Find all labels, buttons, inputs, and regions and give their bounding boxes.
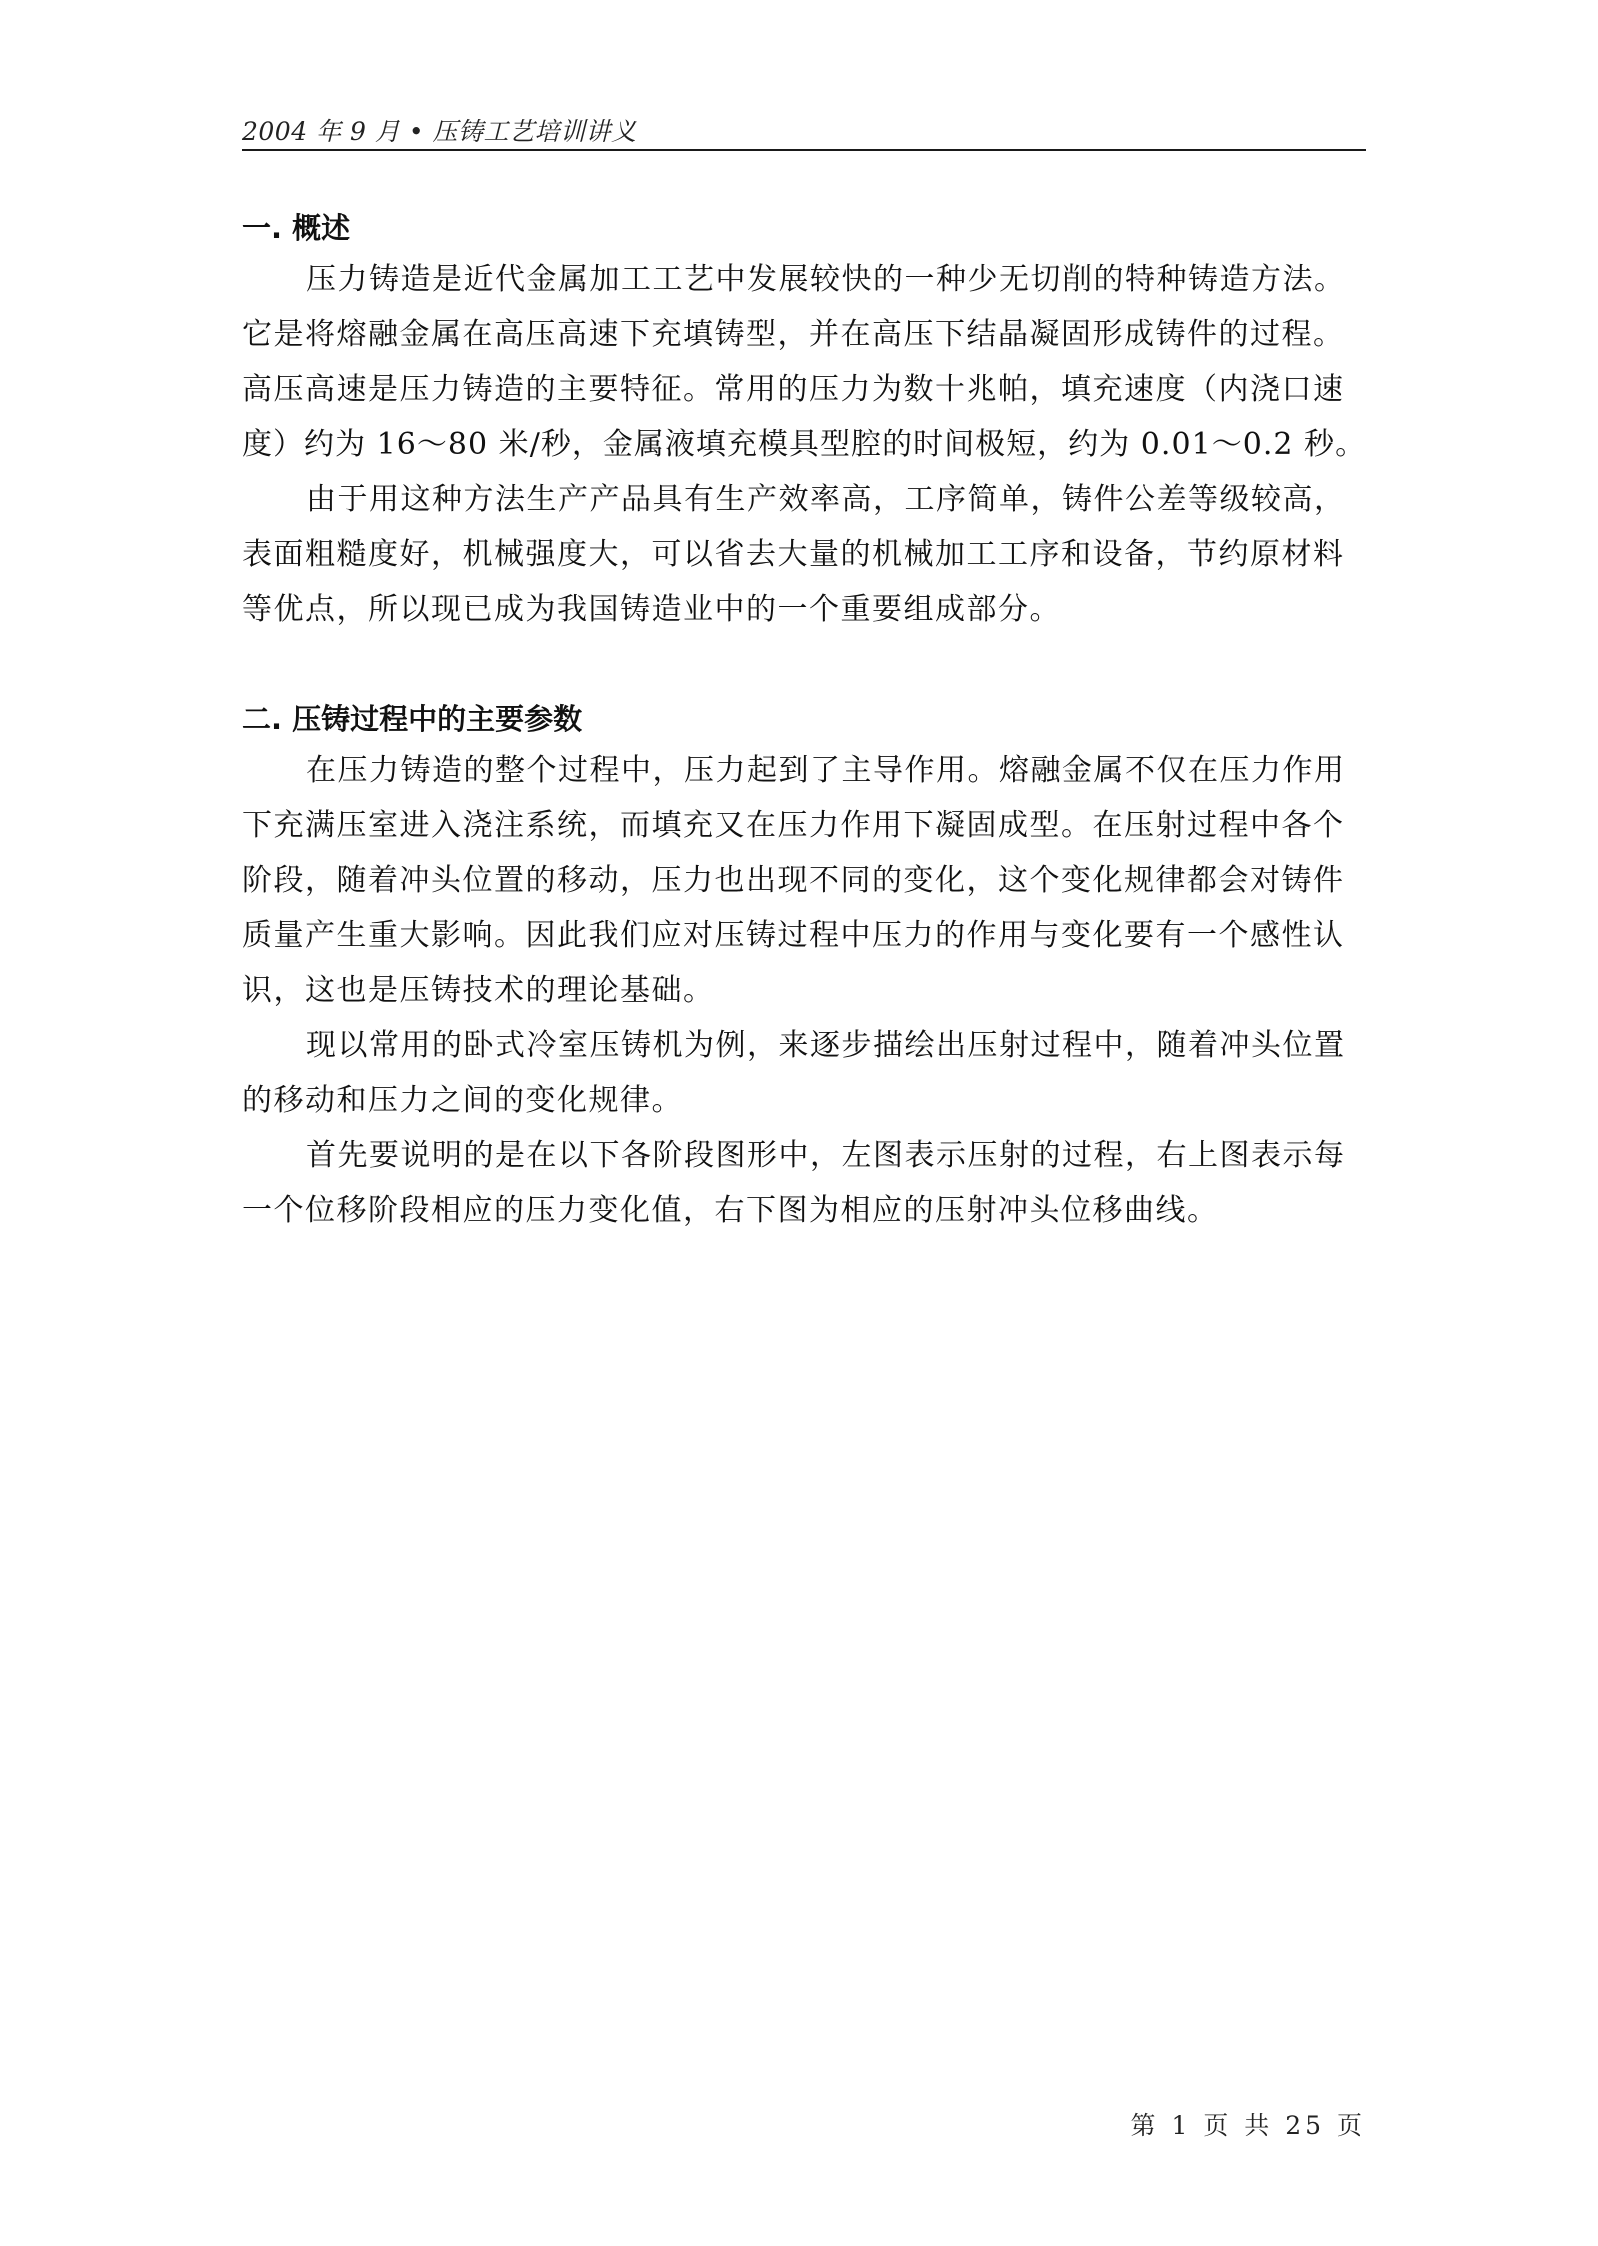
- header-rule: [242, 149, 1366, 151]
- section-spacer: [242, 637, 1366, 695]
- paragraph: [242, 252, 1366, 472]
- running-header: 2004 年 9 月 • 压铸工艺培训讲义: [242, 117, 637, 146]
- paragraph-line: 高压高速是压力铸造的主要特征。常用的压力为数十兆帕，填充速度（内浇口速: [242, 372, 1345, 407]
- paragraph-line: 一个位移阶段相应的压力变化值，右下图为相应的压射冲头位移曲线。: [242, 1193, 1219, 1228]
- paragraph-line: 等优点，所以现已成为我国铸造业中的一个重要组成部分。: [242, 592, 1061, 627]
- paragraph-line: 度）约为 16～80 米/秒，金属液填充模具型腔的时间极短，约为 0.01～0.2 秒。: [242, 427, 1367, 462]
- paragraph-line: 它是将熔融金属在高压高速下充填铸型，并在高压下结晶凝固形成铸件的过程。: [242, 317, 1345, 352]
- section-heading-overview: 一. 概述: [242, 211, 351, 245]
- paragraph-line: 表面粗糙度好，机械强度大，可以省去大量的机械加工工序和设备，节约原材料: [242, 537, 1345, 572]
- paragraph-line: 在压力铸造的整个过程中，压力起到了主导作用。熔融金属不仅在压力作用: [306, 753, 1346, 788]
- paragraph: [242, 1018, 1366, 1128]
- paragraph-line: 识，这也是压铸技术的理论基础。: [242, 973, 715, 1008]
- paragraph-line: 下充满压室进入浇注系统，而填充又在压力作用下凝固成型。在压射过程中各个: [242, 808, 1345, 843]
- paragraph-line: 首先要说明的是在以下各阶段图形中，左图表示压射的过程，右上图表示每: [306, 1138, 1346, 1173]
- paragraph-line: 质量产生重大影响。因此我们应对压铸过程中压力的作用与变化要有一个感性认: [242, 918, 1345, 953]
- document-body: [242, 204, 1366, 1238]
- paragraph: [242, 1128, 1366, 1238]
- paragraph-line: 由于用这种方法生产产品具有生产效率高，工序简单，铸件公差等级较高，: [306, 482, 1346, 517]
- page-number: 第 1 页 共 25 页: [1130, 2111, 1366, 2140]
- paragraph-line: 现以常用的卧式冷室压铸机为例，来逐步描绘出压射过程中，随着冲头位置: [306, 1028, 1346, 1063]
- paragraph-line: 阶段，随着冲头位置的移动，压力也出现不同的变化，这个变化规律都会对铸件: [242, 863, 1345, 898]
- section-heading-parameters: 二. 压铸过程中的主要参数: [242, 702, 583, 736]
- paragraph-line: 压力铸造是近代金属加工工艺中发展较快的一种少无切削的特种铸造方法。: [306, 262, 1346, 297]
- paragraph-line: 的移动和压力之间的变化规律。: [242, 1083, 683, 1118]
- paragraph: [242, 743, 1366, 1018]
- paragraph: [242, 472, 1366, 637]
